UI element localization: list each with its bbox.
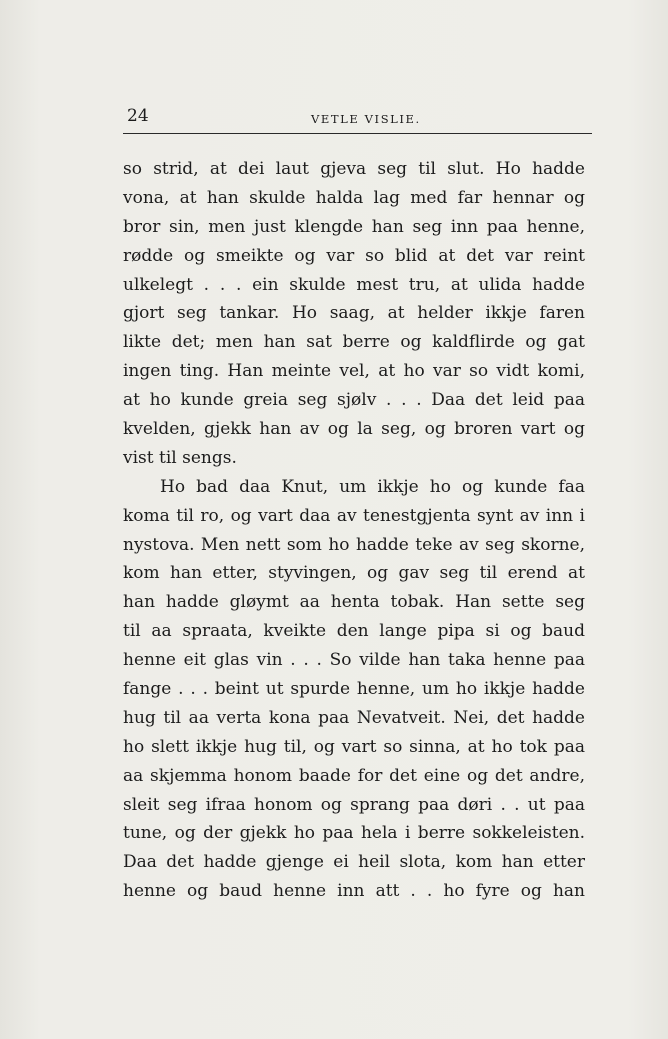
text-line: gjort seg tankar. Ho saag, at helder ikkje faren	[123, 303, 585, 324]
paragraph-start-line: Ho bad daa Knut, um ikkje ho og kunde faa	[160, 476, 585, 497]
text-line: nystova. Men nett som ho hadde teke av seg skorne,	[123, 534, 585, 555]
text-line: rødde og smeikte og var so blid at det var reint	[123, 245, 585, 266]
text-line: sleit seg ifraa honom og sprang paa døri . . ut paa	[123, 794, 585, 815]
text-line: bror sin, men just klengde han seg inn paa henne,	[123, 216, 585, 237]
text-line: vona, at han skulde halda lag med far hennar og	[123, 187, 585, 208]
text-line: koma til ro, og vart daa av tenestgjenta synt av inn i	[123, 505, 585, 526]
text-line: fange . . . beint ut spurde henne, um ho ikkje hadde	[123, 679, 585, 700]
text-line: Daa det hadde gjenge ei heil slota, kom han etter	[123, 852, 585, 873]
text-line: tune, og der gjekk ho paa hela i berre sokkeleisten.	[123, 823, 585, 844]
text-line: likte det; men han sat berre og kaldflirde og gat	[123, 332, 585, 353]
paragraph-end-line: vist til sengs.	[123, 447, 237, 468]
page-number: 24	[127, 106, 149, 126]
text-line: kvelden, gjekk han av og la seg, og broren vart og	[123, 419, 585, 440]
text-line: ulkelegt . . . ein skulde mest tru, at ulida hadde	[123, 274, 585, 295]
text-line: so strid, at dei laut gjeva seg til slut. Ho hadde	[123, 159, 585, 179]
running-title: VETLE VISLIE.	[311, 112, 421, 126]
header-rule	[123, 133, 592, 134]
text-line: ingen ting. Han meinte vel, at ho var so vidt komi,	[123, 361, 585, 382]
text-line: til aa spraata, kveikte den lange pipa si og baud	[123, 621, 585, 642]
text-line: hug til aa verta kona paa Nevatveit. Nei, det hadde	[123, 707, 585, 728]
text-line: at ho kunde greia seg sjølv . . . Daa det leid paa	[123, 390, 585, 411]
text-line: ho slett ikkje hug til, og vart so sinna, at ho tok paa	[123, 736, 585, 757]
text-line: henne eit glas vin . . . So vilde han taka henne paa	[123, 650, 585, 671]
text-line: kom han etter, styvingen, og gav seg til erend at	[123, 563, 585, 584]
page-header	[127, 104, 587, 128]
text-line: han hadde gløymt aa henta tobak. Han sette seg	[123, 592, 585, 613]
text-line: aa skjemma honom baade for det eine og det andre,	[123, 765, 585, 786]
text-line: henne og baud henne inn att . . ho fyre og han	[123, 881, 585, 902]
body-text	[123, 155, 585, 906]
